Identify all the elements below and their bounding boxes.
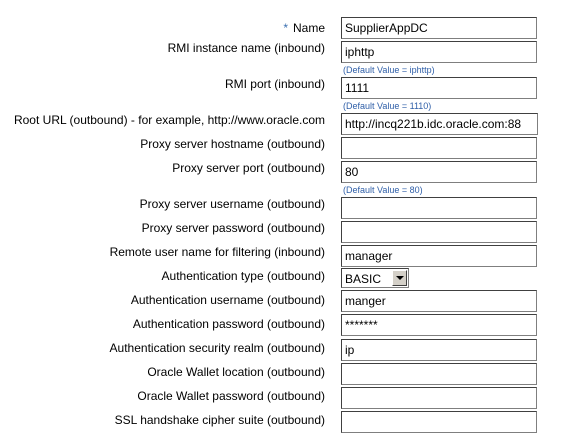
- auth-username-input[interactable]: [341, 290, 537, 312]
- auth-realm-label: Authentication security realm (outbound): [109, 341, 325, 355]
- rmi-port-label: RMI port (inbound): [224, 77, 325, 91]
- ssl-cipher-label: SSL handshake cipher suite (outbound): [114, 413, 325, 427]
- ssl-cipher-input[interactable]: [341, 411, 537, 433]
- rmi-port-input[interactable]: [341, 77, 537, 99]
- wallet-password-input[interactable]: [341, 387, 537, 409]
- rmi-instance-input[interactable]: [341, 41, 537, 63]
- wallet-location-label: Oracle Wallet location (outbound): [147, 365, 325, 379]
- proxy-username-input[interactable]: [341, 197, 537, 219]
- remote-user-label: Remote user name for filtering (inbound): [109, 245, 325, 259]
- auth-password-input[interactable]: [341, 314, 537, 336]
- wallet-password-label: Oracle Wallet password (outbound): [137, 389, 325, 403]
- name-input[interactable]: [341, 17, 537, 39]
- root-url-label: Root URL (outbound) - for example, http://www.oracle.com: [13, 113, 325, 127]
- rmi-instance-default-hint: (Default Value = iphttp): [343, 65, 435, 75]
- rmi-port-default-hint: (Default Value = 1110): [343, 101, 432, 111]
- proxy-hostname-input[interactable]: [341, 137, 537, 159]
- proxy-port-label: Proxy server port (outbound): [172, 161, 325, 175]
- auth-type-label: Authentication type (outbound): [161, 269, 325, 283]
- name-label: [283, 21, 325, 35]
- proxy-password-input[interactable]: [341, 221, 537, 243]
- auth-type-select[interactable]: [341, 268, 409, 288]
- auth-type-selected-value: BASIC: [345, 272, 382, 286]
- proxy-password-label: Proxy server password (outbound): [141, 221, 325, 235]
- proxy-port-default-hint: (Default Value = 80): [343, 185, 423, 195]
- auth-username-label: Authentication username (outbound): [130, 293, 325, 307]
- remote-user-input[interactable]: [341, 245, 537, 267]
- chevron-down-icon: [396, 276, 404, 280]
- name-label-text: Name: [292, 21, 325, 35]
- required-marker: *: [283, 21, 288, 35]
- root-url-input[interactable]: [341, 113, 538, 135]
- auth-password-label: Authentication password (outbound): [132, 317, 325, 331]
- dropdown-button[interactable]: [392, 270, 407, 286]
- auth-realm-input[interactable]: [341, 339, 537, 361]
- rmi-instance-label: RMI instance name (inbound): [167, 41, 325, 55]
- proxy-username-label: Proxy server username (outbound): [139, 197, 325, 211]
- proxy-hostname-label: Proxy server hostname (outbound): [140, 137, 325, 151]
- proxy-port-input[interactable]: [341, 161, 537, 183]
- wallet-location-input[interactable]: [341, 363, 537, 385]
